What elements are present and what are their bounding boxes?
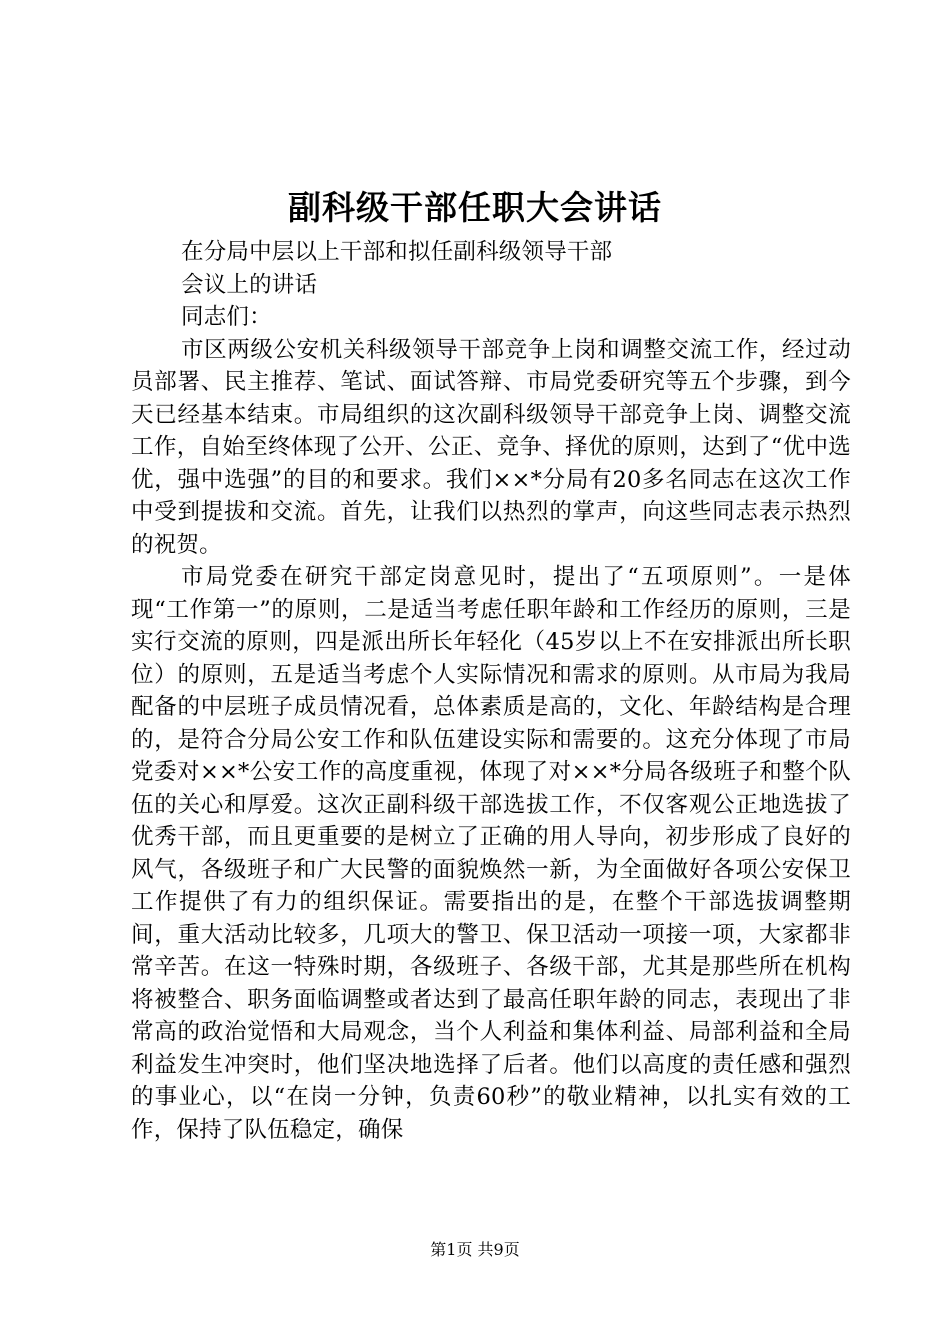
document-title: 副科级干部任职大会讲话 <box>288 188 662 227</box>
page-footer: 第1页 共9页 <box>430 1240 520 1259</box>
paragraph-2: 市局党委在研究干部定岗意见时，提出了“五项原则”。一是体现“工作第一”的原则，二是适当考虑任职年龄和工作经历的原则，三是实行交流的原则，四是派出所长年轻化（45岁以上不在安排派出所长职位）的原则，五是适当考虑个人实际情况和需求的原则。从市局为我局配备的中层班子成员情况看，总体素质是高的，文化、年龄结构是合理的，是符合分局公安工作和队伍建设实际和需要的。这充分体现了市局党委对××*公安工作的高度重视，体现了对××*分局各级班子和整个队伍的关心和厚爱。这次正副科级干部选拔工作，不仅客观公正地选拔了优秀干部，而且更重要的是树立了正确的用人导向，初步形成了良好的风气，各级班子和广大民警的面貌焕然一新，为全面做好各项公安保卫工作提供了有力的组织保证。需要指出的是，在整个干部选拔调整期间，重大活动比较多，几项大的警卫、保卫活动一项接一项，大家都非常辛苦。在这一特殊时期，各级班子、各级干部，尤其是那些所在机构将被整合、职务面临调整或者达到了最高任职年龄的同志，表现出了非常高的政治觉悟和大局观念，当个人利益和集体利益、局部利益和全局利益发生冲突时，他们坚决地选择了后者。他们以高度的责任感和强烈的事业心，以“在岗一分钟，负责60秒”的敬业精神，以扎实有效的工作，保持了队伍稳定，确保 <box>131 564 851 1143</box>
paragraph-1: 市区两级公安机关科级领导干部竞争上岗和调整交流工作，经过动员部署、民主推荐、笔试、面试答辩、市局党委研究等五个步骤，到今天已经基本结束。市局组织的这次副科级领导干部竞争上岗、调整交流工作，自始至终体现了公开、公正、竞争、择优的原则，达到了“优中选优，强中选强”的目的和要求。我们××*分局有20多名同志在这次工作中受到提拔和交流。首先，让我们以热烈的掌声，向这些同志表示热烈的祝贺。 <box>131 336 851 558</box>
subtitle-line-2: 会议上的讲话 <box>181 271 318 298</box>
salutation: 同志们： <box>181 304 272 330</box>
subtitle-line-1: 在分局中层以上干部和拟任副科级领导干部 <box>181 239 613 265</box>
document-body <box>131 236 851 1146</box>
